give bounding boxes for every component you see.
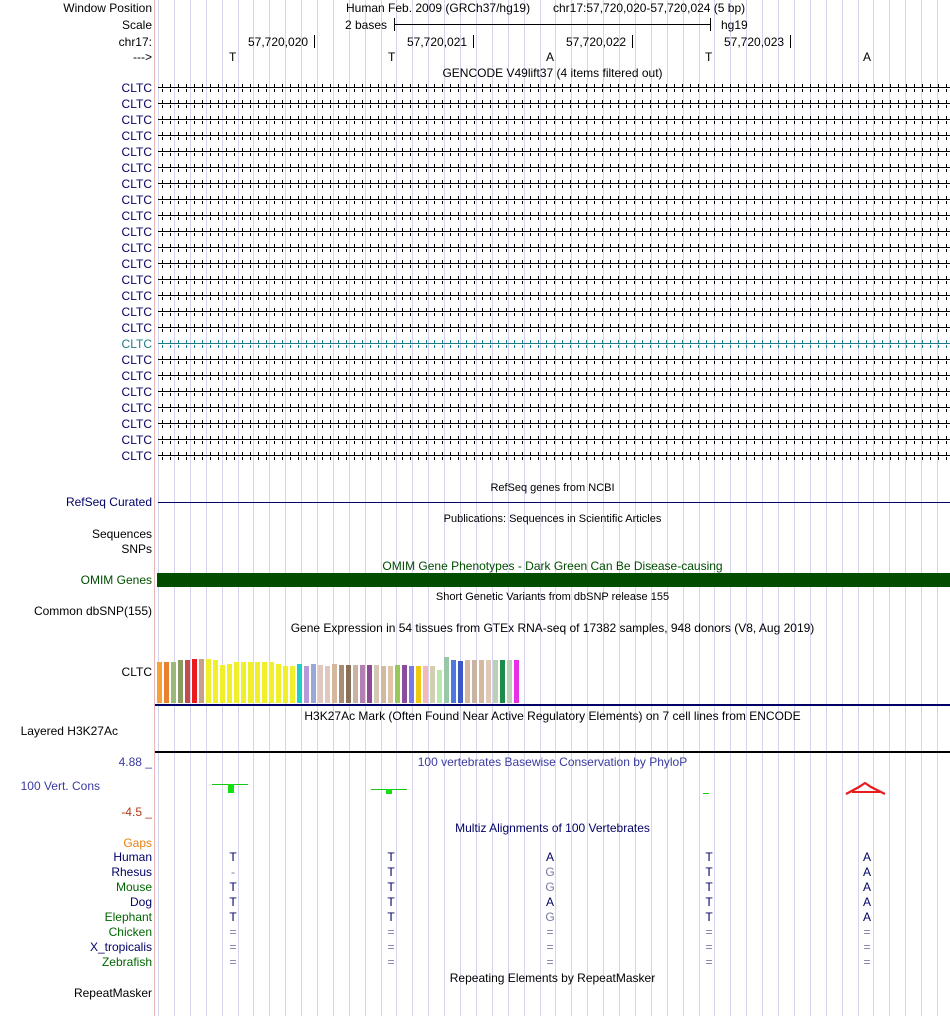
aligned-base: = xyxy=(387,940,395,954)
aligned-base: A xyxy=(862,880,871,894)
scale-label: Scale xyxy=(121,18,152,32)
aligned-base: A xyxy=(545,895,554,909)
publications-sequences-label[interactable]: Sequences xyxy=(91,527,152,541)
reference-base: A xyxy=(546,50,555,64)
gencode-transcript-label[interactable]: CLTC xyxy=(121,209,152,223)
gtex-tissue-bar[interactable] xyxy=(199,659,204,703)
aligned-base: A xyxy=(862,865,871,879)
reference-base: T xyxy=(229,50,237,64)
gtex-tissue-bar[interactable] xyxy=(388,666,393,703)
window-position-label: Window Position xyxy=(63,1,152,15)
aligned-base: T xyxy=(387,880,395,894)
aligned-base: = xyxy=(387,955,395,969)
gtex-tissue-bar[interactable] xyxy=(493,660,498,703)
coord-label: 57,720,020 xyxy=(248,35,309,49)
multiz-track-title: Multiz Alignments of 100 Vertebrates xyxy=(455,821,650,835)
scale-bar-right-tick xyxy=(710,18,711,31)
multiz-species-row xyxy=(0,940,950,955)
aligned-base: T xyxy=(705,865,713,879)
phylop-score-bar xyxy=(228,784,234,793)
coord-tick xyxy=(473,35,474,48)
repeatmasker-track-label[interactable]: RepeatMasker xyxy=(73,986,152,1000)
publications-snps-label[interactable]: SNPs xyxy=(121,542,152,556)
gtex-tissue-bar[interactable] xyxy=(248,662,253,703)
strand-label: ---> xyxy=(133,50,152,64)
gencode-transcript-line[interactable] xyxy=(158,386,950,398)
gtex-tissue-bar[interactable] xyxy=(290,666,295,703)
coord-label: 57,720,022 xyxy=(566,35,627,49)
gencode-transcript-label[interactable]: CLTC xyxy=(121,449,152,463)
phylop-track-title: 100 vertebrates Basewise Conservation by PhyloP xyxy=(417,755,688,769)
aligned-base: - xyxy=(231,865,235,879)
aligned-base: G xyxy=(545,880,555,894)
gencode-transcript-line[interactable] xyxy=(158,226,950,238)
gencode-transcript-line[interactable] xyxy=(158,242,950,254)
gtex-tissue-bar[interactable] xyxy=(430,666,435,703)
coord-tick xyxy=(314,35,315,48)
gencode-transcript-line[interactable] xyxy=(158,354,950,366)
gencode-transcript-label[interactable]: CLTC xyxy=(121,369,152,383)
gtex-tissue-bar[interactable] xyxy=(332,664,337,703)
gtex-tissue-bar[interactable] xyxy=(500,660,505,703)
gencode-transcript-line[interactable] xyxy=(158,322,950,334)
gtex-tissue-bar[interactable] xyxy=(178,660,183,703)
aligned-base: T xyxy=(705,895,713,909)
coord-tick xyxy=(632,35,633,48)
phylop-score-bar xyxy=(703,793,709,794)
species-label[interactable]: Rhesus xyxy=(111,865,152,879)
gtex-tissue-bar[interactable] xyxy=(276,664,281,703)
gencode-transcript-line[interactable] xyxy=(158,114,950,126)
gtex-tissue-bar[interactable] xyxy=(451,660,456,703)
gtex-tissue-bar[interactable] xyxy=(157,662,162,703)
gtex-tissue-bar[interactable] xyxy=(507,660,512,703)
gencode-transcript-label[interactable]: CLTC xyxy=(121,161,152,175)
gencode-transcript-label[interactable]: CLTC xyxy=(121,193,152,207)
gencode-transcript-label[interactable]: CLTC xyxy=(121,225,152,239)
gtex-tissue-bar[interactable] xyxy=(465,660,470,703)
phylop-min-label: -4.5 _ xyxy=(121,805,152,819)
gtex-tissue-bar[interactable] xyxy=(367,665,372,703)
gencode-transcript-label[interactable]: CLTC xyxy=(121,385,152,399)
gtex-tissue-bar[interactable] xyxy=(346,665,351,703)
gtex-tissue-bar[interactable] xyxy=(185,660,190,703)
multiz-species-row xyxy=(0,895,950,910)
multiz-species-row xyxy=(0,880,950,895)
db-label: hg19 xyxy=(721,18,748,32)
gtex-tissue-bar[interactable] xyxy=(444,657,449,703)
gtex-tissue-bar[interactable] xyxy=(325,666,330,703)
gtex-tissue-bar[interactable] xyxy=(192,659,197,703)
aligned-base: = xyxy=(387,925,395,939)
gtex-tissue-bar[interactable] xyxy=(304,666,309,703)
gtex-expression-chart[interactable] xyxy=(157,636,557,703)
gtex-tissue-bar[interactable] xyxy=(409,666,414,703)
gtex-tissue-bar[interactable] xyxy=(262,662,267,703)
gtex-track-label[interactable]: CLTC xyxy=(121,665,152,679)
gencode-transcript-label[interactable]: CLTC xyxy=(121,177,152,191)
gtex-tissue-bar[interactable] xyxy=(318,665,323,703)
gtex-tissue-bar[interactable] xyxy=(360,665,365,703)
gtex-tissue-bar[interactable] xyxy=(353,665,358,703)
gtex-track-title: Gene Expression in 54 tissues from GTEx RNA-seq of 17382 samples, 948 donors (V8, Aug 2019) xyxy=(290,621,815,635)
gtex-tissue-bar[interactable] xyxy=(381,666,386,703)
gencode-transcript-line[interactable] xyxy=(158,402,950,414)
species-label[interactable]: X_tropicalis xyxy=(89,940,152,954)
gencode-transcript-line[interactable] xyxy=(158,146,950,158)
aligned-base: = xyxy=(229,925,237,939)
multiz-gaps-label[interactable]: Gaps xyxy=(123,836,152,850)
gencode-transcript-label[interactable]: CLTC xyxy=(121,145,152,159)
aligned-base: = xyxy=(863,940,871,954)
gtex-tissue-bar[interactable] xyxy=(283,666,288,703)
reference-base: A xyxy=(863,50,872,64)
h3k27ac-baseline xyxy=(155,751,950,753)
multiz-species-row xyxy=(0,925,950,940)
reference-base: T xyxy=(388,50,396,64)
gtex-tissue-bar[interactable] xyxy=(311,664,316,703)
gtex-tissue-bar[interactable] xyxy=(416,666,421,703)
aligned-base: T xyxy=(705,880,713,894)
coord-label: 57,720,021 xyxy=(407,35,468,49)
gencode-transcript-line[interactable] xyxy=(158,130,950,142)
gtex-tissue-bar[interactable] xyxy=(269,662,274,703)
dbsnp-track-title: Short Genetic Variants from dbSNP release 155 xyxy=(435,591,670,603)
gencode-transcript-label[interactable]: CLTC xyxy=(121,113,152,127)
gencode-transcript-label[interactable]: CLTC xyxy=(121,97,152,111)
aligned-base: T xyxy=(229,850,237,864)
aligned-base: T xyxy=(705,850,713,864)
aligned-base: T xyxy=(387,865,395,879)
aligned-base: A xyxy=(545,850,554,864)
aligned-base: = xyxy=(863,925,871,939)
aligned-base: A xyxy=(862,910,871,924)
aligned-base: = xyxy=(863,955,871,969)
multiz-species-row xyxy=(0,850,950,865)
gtex-tissue-bar[interactable] xyxy=(255,662,260,703)
multiz-species-row xyxy=(0,865,950,880)
gencode-transcript-label[interactable]: CLTC xyxy=(121,289,152,303)
gencode-transcript-label[interactable]: CLTC xyxy=(121,353,152,367)
scale-bar xyxy=(394,24,710,25)
omim-track-label[interactable]: OMIM Genes xyxy=(80,573,152,587)
gencode-transcript-line[interactable] xyxy=(158,258,950,270)
assembly-name: Human Feb. 2009 (GRCh37/hg19) xyxy=(346,1,531,15)
gtex-baseline xyxy=(155,704,950,706)
gtex-tissue-bar[interactable] xyxy=(241,662,246,703)
aligned-base: T xyxy=(229,895,237,909)
aligned-base: A xyxy=(862,895,871,909)
gtex-tissue-bar[interactable] xyxy=(339,665,344,703)
scale-text: 2 bases xyxy=(345,18,388,32)
gencode-transcript-label[interactable]: CLTC xyxy=(121,305,152,319)
gencode-transcript-line[interactable] xyxy=(158,290,950,302)
refseq-track-title: RefSeq genes from NCBI xyxy=(490,482,615,494)
gtex-tissue-bar[interactable] xyxy=(472,660,477,703)
omim-track-title: OMIM Gene Phenotypes - Dark Green Can Be Disease-causing xyxy=(382,559,723,573)
aligned-base: = xyxy=(229,955,237,969)
dbsnp-track-label[interactable]: Common dbSNP(155) xyxy=(33,604,152,618)
aligned-base: = xyxy=(546,940,554,954)
gencode-transcript-line[interactable] xyxy=(158,450,950,462)
phylop-max-label: 4.88 _ xyxy=(118,755,152,769)
aligned-base: T xyxy=(387,910,395,924)
reference-base: T xyxy=(705,50,713,64)
gtex-tissue-bar[interactable] xyxy=(486,660,491,703)
refseq-gene-line[interactable] xyxy=(158,502,950,503)
gtex-tissue-bar[interactable] xyxy=(437,670,442,703)
species-label[interactable]: Dog xyxy=(129,895,152,909)
gencode-transcript-line[interactable] xyxy=(158,370,950,382)
gtex-tissue-bar[interactable] xyxy=(374,665,379,703)
aligned-base: G xyxy=(545,910,555,924)
gtex-tissue-bar[interactable] xyxy=(395,665,400,703)
gtex-tissue-bar[interactable] xyxy=(220,665,225,703)
gtex-tissue-bar[interactable] xyxy=(164,662,169,703)
species-label[interactable]: Mouse xyxy=(115,880,152,894)
aligned-base: T xyxy=(387,850,395,864)
phylop-negative-score-icon xyxy=(845,782,887,795)
h3k27ac-track-label[interactable]: Layered H3K27Ac xyxy=(20,724,118,738)
gencode-transcript-label[interactable]: CLTC xyxy=(121,417,152,431)
multiz-species-row xyxy=(0,955,950,970)
gencode-transcript-line[interactable] xyxy=(158,162,950,174)
aligned-base: T xyxy=(229,910,237,924)
gtex-tissue-bar[interactable] xyxy=(423,666,428,703)
species-label[interactable]: Chicken xyxy=(108,925,152,939)
gencode-transcript-label[interactable]: CLTC xyxy=(121,81,152,95)
aligned-base: T xyxy=(229,880,237,894)
h3k27ac-track-title: H3K27Ac Mark (Often Found Near Active Regulatory Elements) on 7 cell lines from ENCODE xyxy=(304,709,801,723)
gencode-transcript-line[interactable] xyxy=(158,434,950,446)
gencode-transcript-line[interactable] xyxy=(158,194,950,206)
aligned-base: = xyxy=(229,940,237,954)
gencode-transcript-label[interactable]: CLTC xyxy=(121,337,152,351)
refseq-track-label[interactable]: RefSeq Curated xyxy=(65,495,152,509)
gtex-tissue-bar[interactable] xyxy=(171,662,176,703)
gtex-tissue-bar[interactable] xyxy=(479,660,484,703)
scale-bar-left-tick xyxy=(394,18,395,31)
species-label[interactable]: Elephant xyxy=(104,910,152,924)
gtex-tissue-bar[interactable] xyxy=(213,660,218,703)
species-label[interactable]: Human xyxy=(113,850,152,864)
gtex-tissue-bar[interactable] xyxy=(206,659,211,703)
gencode-transcript-line[interactable] xyxy=(158,306,950,318)
species-label[interactable]: Zebrafish xyxy=(101,955,152,969)
gencode-transcript-label[interactable]: CLTC xyxy=(121,401,152,415)
gtex-tissue-bar[interactable] xyxy=(514,660,519,703)
aligned-base: A xyxy=(862,850,871,864)
gtex-tissue-bar[interactable] xyxy=(402,665,407,703)
gencode-transcript-label[interactable]: CLTC xyxy=(121,241,152,255)
multiz-species-row xyxy=(0,910,950,925)
gencode-transcript-label[interactable]: CLTC xyxy=(121,433,152,447)
gencode-transcript-label[interactable]: CLTC xyxy=(121,129,152,143)
gencode-transcript-label[interactable]: CLTC xyxy=(121,321,152,335)
window-position: chr17:57,720,020-57,720,024 (5 bp) xyxy=(553,1,746,15)
phylop-score-bar xyxy=(386,789,392,794)
aligned-base: G xyxy=(545,865,555,879)
gencode-transcript-label[interactable]: CLTC xyxy=(121,273,152,287)
aligned-base: = xyxy=(705,940,713,954)
gencode-transcript-line[interactable] xyxy=(158,98,950,110)
chrom-label: chr17: xyxy=(118,35,152,49)
aligned-base: = xyxy=(705,925,713,939)
coord-tick xyxy=(790,35,791,48)
aligned-base: T xyxy=(705,910,713,924)
gtex-tissue-bar[interactable] xyxy=(227,664,232,703)
gencode-transcript-line[interactable] xyxy=(158,178,950,190)
aligned-base: = xyxy=(546,925,554,939)
gencode-track-title: GENCODE V49lift37 (4 items filtered out) xyxy=(442,66,663,80)
aligned-base: = xyxy=(705,955,713,969)
gencode-transcript-line[interactable] xyxy=(158,338,950,350)
gtex-tissue-bar[interactable] xyxy=(458,661,463,703)
omim-gene-bar[interactable] xyxy=(157,573,950,587)
gencode-transcript-line[interactable] xyxy=(158,418,950,430)
gtex-tissue-bar[interactable] xyxy=(234,662,239,703)
gencode-transcript-line[interactable] xyxy=(158,210,950,222)
gtex-tissue-bar[interactable] xyxy=(297,664,302,703)
aligned-base: = xyxy=(546,955,554,969)
gencode-transcript-line[interactable] xyxy=(158,274,950,286)
phylop-track-label[interactable]: 100 Vert. Cons xyxy=(20,779,100,793)
coord-label: 57,720,023 xyxy=(724,35,785,49)
gencode-transcript-label[interactable]: CLTC xyxy=(121,257,152,271)
gencode-transcript-line[interactable] xyxy=(158,82,950,94)
repeatmasker-track-title: Repeating Elements by RepeatMasker xyxy=(449,971,656,985)
publications-track-title: Publications: Sequences in Scientific Articles xyxy=(443,513,662,525)
aligned-base: T xyxy=(387,895,395,909)
